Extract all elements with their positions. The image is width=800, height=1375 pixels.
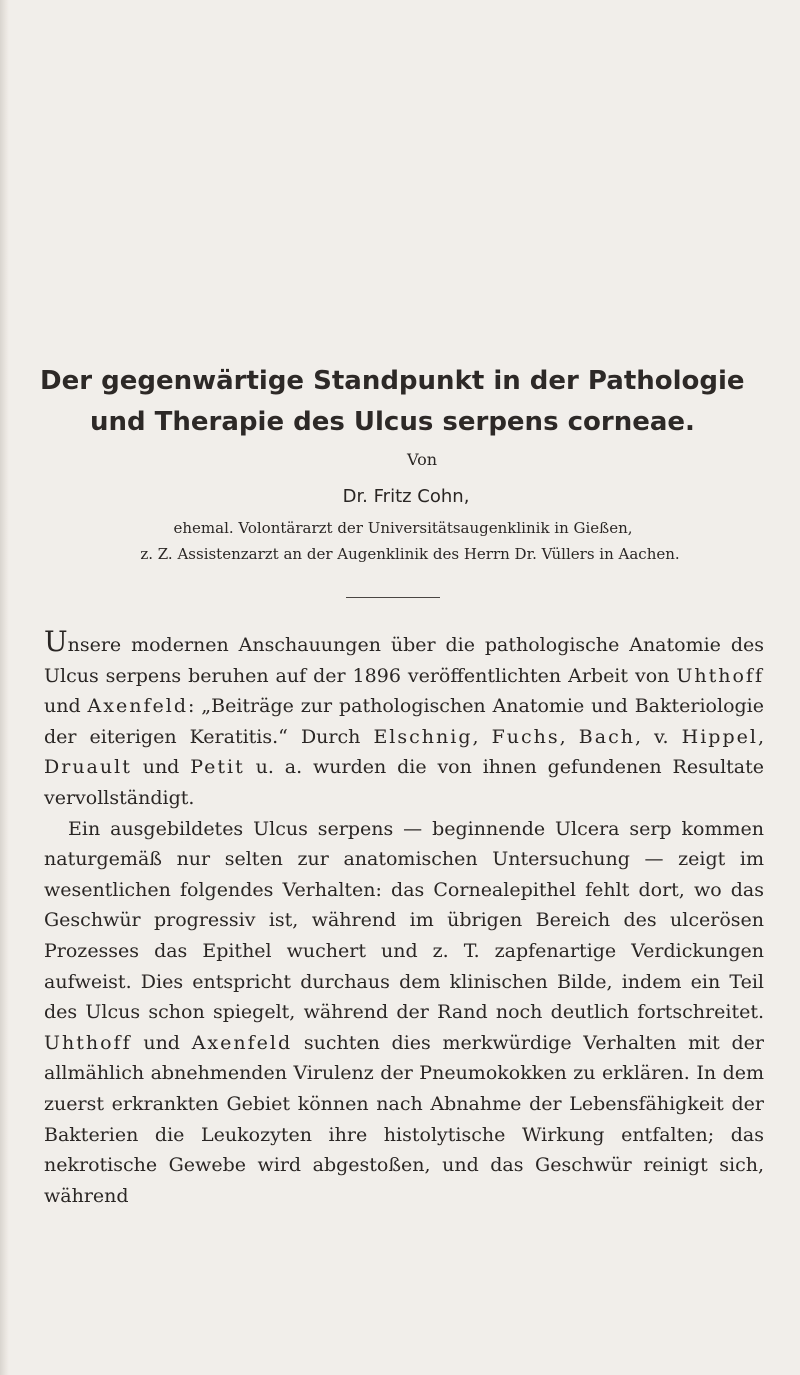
- text-segment: und: [131, 1031, 192, 1054]
- text-segment: : „Beiträge zur pathologischen Anatomie und Bakteriologie der eiterigen Keratitis.“ Durch: [44, 695, 764, 748]
- author-affiliation-former: ehemal. Volontärarzt der Universitätsaugenklinik in Gießen,: [173, 519, 633, 537]
- text-segment: u. a. wurden die von ihnen gefundenen Resultate vervollständigt.: [44, 756, 764, 809]
- section-divider: [346, 597, 440, 598]
- author-reference: Petit: [190, 756, 245, 779]
- title-line-2: und Therapie des Ulcus serpens corneae.: [90, 407, 695, 437]
- article-title: [40, 361, 770, 443]
- article-body: [44, 625, 764, 1211]
- author-reference: Axenfeld: [87, 695, 188, 718]
- author-reference: Bach: [578, 725, 635, 748]
- text-segment: ,: [559, 725, 579, 748]
- text-segment: ,: [757, 725, 764, 748]
- text-segment: nsere modernen Anschauungen über die pathologische Anatomie des Ulcus serpens beruhen auf der 1896 veröffentlichten Arbeit von: [44, 634, 764, 687]
- author-affiliation-current: z. Z. Assistenzarzt an der Augenklinik des Herrn Dr. Vüllers in Aachen.: [140, 545, 680, 563]
- title-line-1: Der gegenwärtige Standpunkt in der Pathologie: [40, 366, 745, 396]
- text-segment: , v.: [634, 725, 682, 748]
- text-segment: und: [44, 695, 88, 718]
- text-segment: Ein ausgebildetes Ulcus serpens — beginnende Ulcera serp kommen naturgemäß nur selten zur anatomischen Untersuchung — zeigt im wesentlichen folgendes Verhalten: das Cornealepithel fehlt dort, wo das Geschwür progressiv ist, während im übrigen Bereich des ulcerösen Prozesses das Epithel wuchert und z. T. zapfenartige Verdickungen aufweist. Dies entspricht durchaus dem klinischen Bilde, indem ein Teil des Ulcus schon spiegelt, während der Rand noch deutlich fortschreitet.: [44, 817, 764, 1024]
- author-reference: Fuchs: [491, 725, 560, 748]
- author-reference: Axenfeld: [191, 1031, 293, 1054]
- paragraph-2: [44, 814, 764, 1212]
- author-reference: Uhthoff: [44, 1031, 132, 1054]
- author-reference: Elschnig: [373, 725, 473, 748]
- author-reference: Hippel: [681, 725, 758, 748]
- author-reference: Uhthoff: [676, 664, 764, 687]
- author-name: Dr. Fritz Cohn,: [342, 486, 470, 507]
- text-segment: suchten dies merkwürdige Verhalten mit der allmählich abnehmenden Virulenz der Pneumokokken zu erklären. In dem zuerst erkrankten Gebiet können nach Abnahme der Lebensfähigkeit der Bakterien die Leukozyten ihre histolytische Wirkung entfalten; das nekrotische Gewebe wird abgestoßen, und das Geschwür reinigt sich, während: [44, 1031, 764, 1207]
- paragraph-1: [44, 625, 764, 814]
- drop-cap: U: [44, 625, 68, 658]
- author-reference: Druault: [44, 756, 132, 779]
- text-segment: und: [131, 756, 191, 779]
- byline-von: Von: [406, 450, 438, 469]
- text-segment: ,: [472, 725, 492, 748]
